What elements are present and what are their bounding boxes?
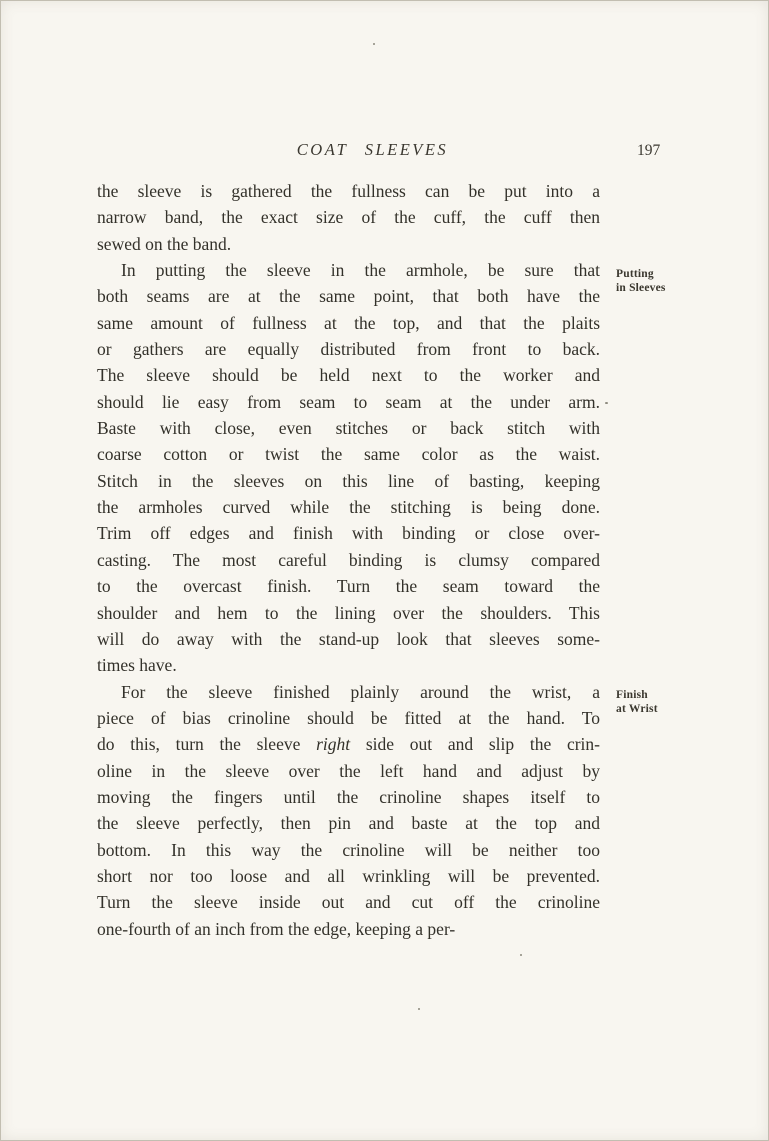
text-line: the sleeve is gathered the fullness can be put into a <box>97 181 600 201</box>
text-line: to the overcast finish. Turn the seam toward the <box>97 576 600 597</box>
text-line: short nor too loose and all wrinkling will be prevented. <box>97 865 600 886</box>
text-line: bottom. In this way the crinoline will be neither too <box>97 839 600 860</box>
text-line: same amount of fullness at the top, and that the plaits <box>97 312 600 333</box>
text-line: or gathers are equally distributed from front to back. <box>97 339 600 360</box>
text-line: For the sleeve finished plainly around the wrist, a <box>121 681 600 702</box>
text-line: Turn the sleeve inside out and cut off the crinoline <box>97 892 600 913</box>
text-line: should lie easy from seam to seam at the under arm. <box>97 391 600 412</box>
margin-note-finish-at-wrist <box>616 689 696 716</box>
text-line: do this, turn the sleeve right side out and slip the crin- <box>97 734 600 755</box>
text-line: moving the fingers until the crinoline shapes itself to <box>97 786 600 807</box>
text-line: Baste with close, even stitches or back stitch with <box>97 418 600 439</box>
text-line: sewed on the band. <box>97 233 232 254</box>
margin-note-line: Putting <box>616 268 654 280</box>
margin-note-line: in Sleeves <box>616 281 666 294</box>
body-text <box>97 178 600 942</box>
text-line: oline in the sleeve over the left hand and adjust by <box>97 760 600 781</box>
page-title: COAT SLEEVES <box>296 140 449 159</box>
text-line: The sleeve should be held next to the worker and <box>97 365 600 386</box>
scan-speck <box>373 43 375 45</box>
text-line: both seams are at the same point, that both have the <box>97 286 600 307</box>
text-line: one-fourth of an inch from the edge, keeping a per- <box>97 918 456 939</box>
margin-note-line: at Wrist <box>616 702 658 715</box>
text-line: casting. The most careful binding is clumsy compared <box>97 549 600 570</box>
text-line: In putting the sleeve in the armhole, be sure that <box>121 260 600 281</box>
text-line: will do away with the stand-up look that sleeves some- <box>97 628 600 649</box>
text-line: Stitch in the sleeves on this line of basting, keeping <box>97 470 600 491</box>
page-number: 197 <box>637 142 661 159</box>
text-line: times have. <box>97 655 177 676</box>
margin-note-putting-in-sleeves <box>616 268 696 295</box>
text-line: Trim off edges and finish with binding or close over- <box>97 523 600 544</box>
scan-speck <box>520 954 522 956</box>
text-line: shoulder and hem to the lining over the shoulders. This <box>97 602 600 623</box>
text-line: coarse cotton or twist the same color as the waist. <box>97 444 600 465</box>
text-line: the sleeve perfectly, then pin and baste at the top and <box>97 813 600 834</box>
running-head <box>121 140 624 160</box>
text-line: narrow band, the exact size of the cuff, the cuff then <box>97 207 600 228</box>
margin-note-line: Finish <box>616 689 648 701</box>
text-line: piece of bias crinoline should be fitted at the hand. To <box>97 707 600 728</box>
scan-speck <box>418 1008 420 1010</box>
scan-speck <box>605 402 608 404</box>
text-line: the armholes curved while the stitching is being done. <box>97 497 600 518</box>
